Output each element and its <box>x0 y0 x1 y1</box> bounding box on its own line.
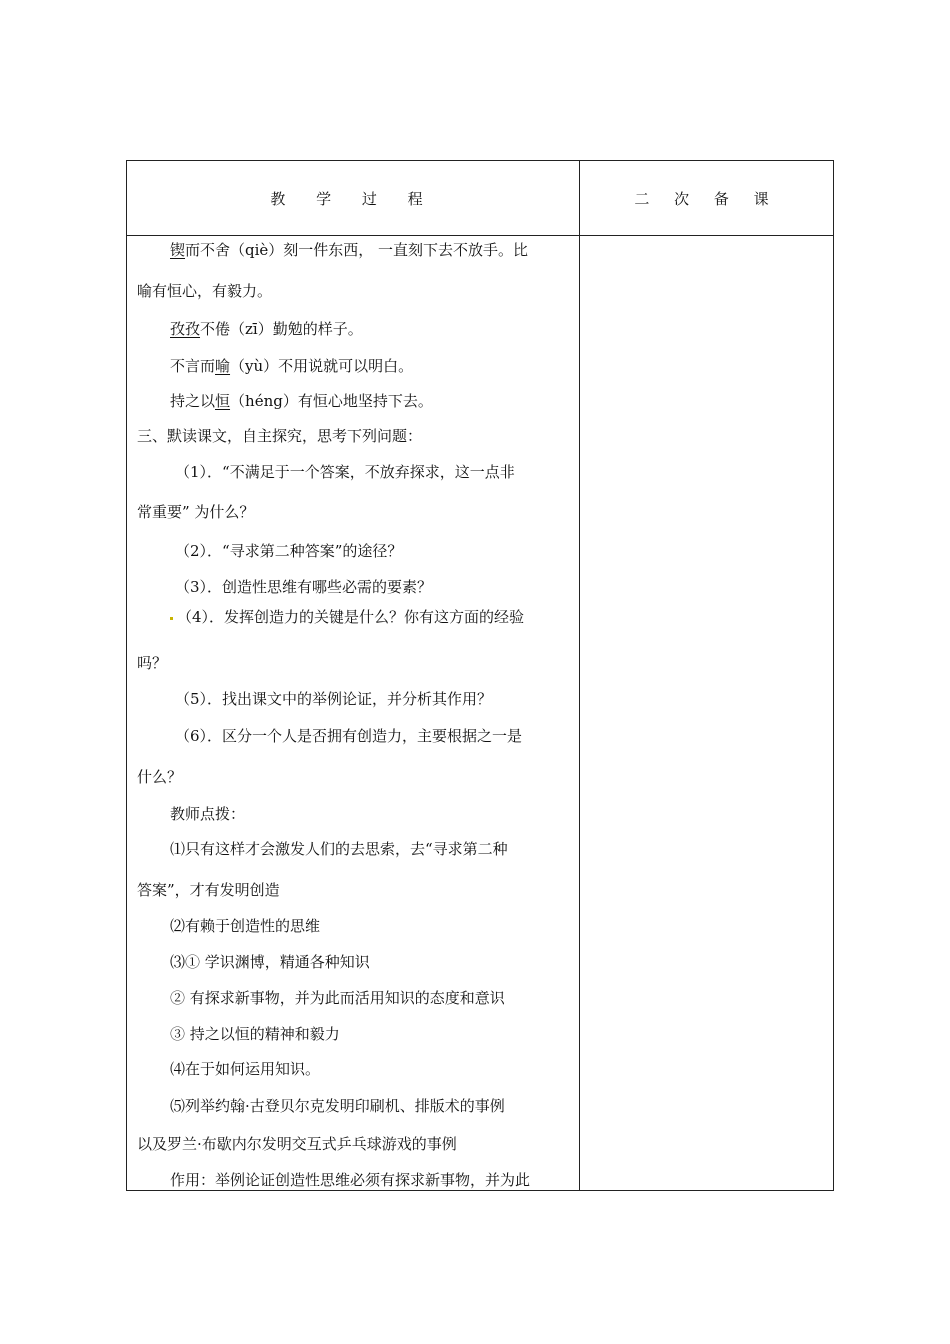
vocab-line: 不言而喻（yù）不用说就可以明白。 <box>170 357 414 375</box>
vocab-line: 孜孜不倦（zī）勤勉的样子。 <box>170 320 363 338</box>
teaching-process-header: 教 学 过 程 <box>270 189 436 208</box>
question-1: （1）．“不满足于一个答案，不放弃探求，这一点非 <box>175 463 515 481</box>
question-6: （6）．区分一个人是否拥有创造力，主要根据之一是 <box>175 727 523 745</box>
guide-title: 教师点拨： <box>170 805 246 823</box>
column-divider <box>579 161 580 1190</box>
section-title: 三、默读课文，自主探究，思考下列问题： <box>137 427 423 445</box>
answer-1-cont: 答案”，才有发明创造 <box>137 881 280 899</box>
question-2: （2）．“寻求第二种答案”的途径？ <box>175 542 403 560</box>
question-4-cont: 吗？ <box>137 654 168 672</box>
answer-5-cont: 以及罗兰·布歇内尔发明交互式乒乓球游戏的事例 <box>137 1135 457 1153</box>
vocab-line: 持之以恒（héng）有恒心地坚持下去。 <box>170 392 433 410</box>
question-3: （3）．创造性思维有哪些必需的要素？ <box>175 578 433 596</box>
header-divider <box>127 235 833 236</box>
answer-3b: ② 有探求新事物，并为此而活用知识的态度和意识 <box>170 989 505 1007</box>
marker-dot <box>170 617 173 620</box>
answer-effect: 作用：举例论证创造性思维必须有探求新事物，并为此 <box>170 1171 531 1189</box>
answer-1: ⑴只有这样才会激发人们的去思索，去“寻求第二种 <box>170 840 508 858</box>
answer-3c: ③ 持之以恒的精神和毅力 <box>170 1025 340 1043</box>
question-5: （5）．找出课文中的举例论证，并分析其作用？ <box>175 690 493 708</box>
vocab-line: 锲而不舍（qiè）刻一件东西， 一直刻下去不放手。比 <box>170 241 529 259</box>
lesson-plan-table <box>126 160 834 1191</box>
question-4: （4）．发挥创造力的关键是什么？你有这方面的经验 <box>170 606 524 627</box>
question-6-cont: 什么？ <box>137 768 183 786</box>
answer-5: ⑸列举约翰·古登贝尔克发明印刷机、排版术的事例 <box>170 1097 505 1115</box>
second-preparation-header: 二 次 备 课 <box>634 189 779 208</box>
vocab-line: 喻有恒心，有毅力。 <box>137 282 273 300</box>
answer-3: ⑶① 学识渊博，精通各种知识 <box>170 953 370 971</box>
answer-2: ⑵有赖于创造性的思维 <box>170 917 321 935</box>
question-1-cont: 常重要” 为什么？ <box>137 503 255 521</box>
answer-4: ⑷在于如何运用知识。 <box>170 1060 321 1078</box>
